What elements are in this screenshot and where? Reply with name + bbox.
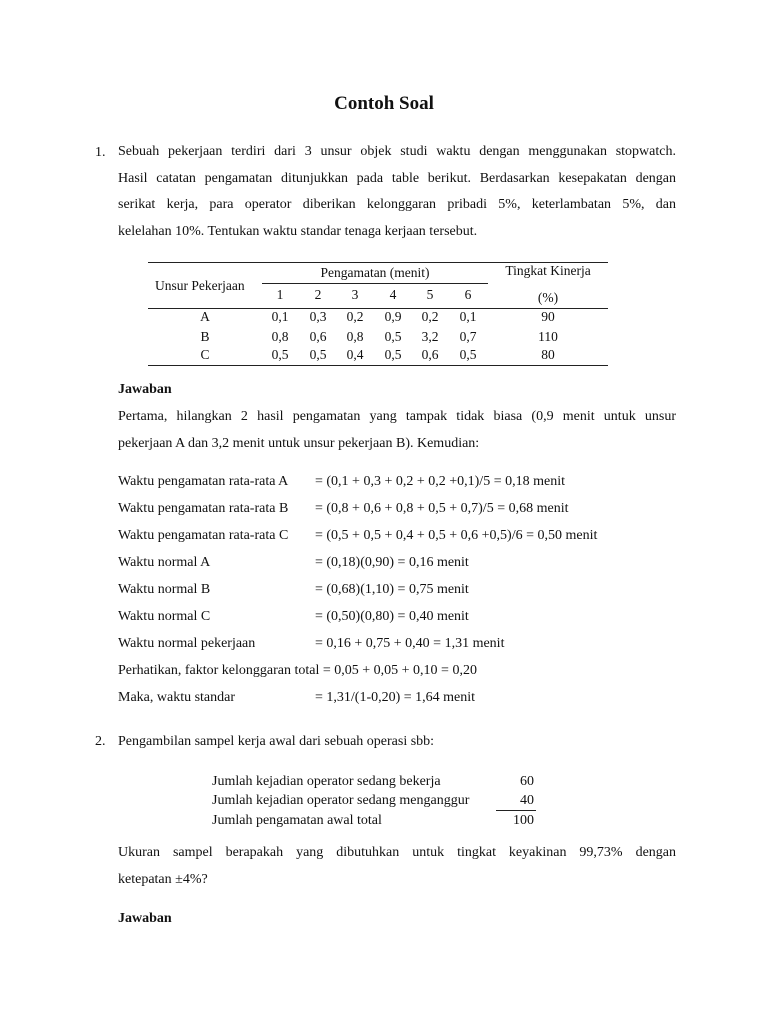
- calc-label: Waktu pengamatan rata-rata A: [118, 474, 289, 489]
- calc-value: = (0,1 + 0,3 + 0,2 + 0,2 +0,1)/5 = 0,18 menit: [315, 474, 565, 489]
- table-row-label: A: [200, 309, 210, 324]
- sample-value: 40: [520, 793, 534, 808]
- obs-number: 5: [426, 287, 434, 302]
- table-row-label: B: [200, 329, 210, 344]
- q1-line: Hasil catatan pengamatan ditunjukkan pada table berikut. Berdasarkan kesepakatan dengan: [118, 170, 676, 186]
- table-cell: 0,5: [309, 347, 327, 362]
- obs-number: 2: [314, 287, 322, 302]
- table-cell-kinerja: 90: [541, 309, 555, 324]
- q2-question-line: Ukuran sampel berapakah yang dibutuhkan untuk tingkat keyakinan 99,73% dengan: [118, 845, 676, 860]
- q2-number: 2.: [95, 734, 106, 749]
- header-kinerja: Tingkat Kinerja: [505, 263, 591, 278]
- sample-label: Jumlah kejadian operator sedang bekerja: [212, 774, 441, 789]
- calc-label: Waktu pengamatan rata-rata B: [118, 501, 289, 516]
- table-cell: 3,2: [421, 329, 439, 344]
- q1-line: serikat kerja, para operator diberikan kelonggaran pribadi 5%, keterlambatan 5%, dan: [118, 197, 676, 212]
- table-cell: 0,2: [346, 309, 364, 324]
- q2-intro: Pengambilan sampel kerja awal dari sebuah operasi sbb:: [118, 734, 435, 749]
- table-cell: 0,1: [459, 309, 477, 324]
- table-cell: 0,5: [384, 329, 402, 344]
- header-pengamatan: Pengamatan (menit): [320, 265, 430, 280]
- q2-question: [118, 840, 676, 893]
- q1-answer-text: [118, 404, 676, 457]
- table-cell: 0,5: [271, 347, 289, 362]
- table-row-label: C: [200, 347, 210, 362]
- sum-rule: [496, 810, 536, 811]
- calc-label: Waktu pengamatan rata-rata C: [118, 528, 289, 543]
- q2-answer-heading: Jawaban: [118, 911, 172, 926]
- q2-question-line: ketepatan ±4%?: [118, 871, 208, 887]
- table-cell: 0,9: [384, 309, 402, 324]
- calc-value: = (0,68)(1,10) = 0,75 menit: [315, 582, 469, 597]
- table-cell-kinerja: 80: [541, 347, 555, 362]
- sample-value: 100: [513, 813, 534, 828]
- table-cell: 0,7: [459, 329, 477, 344]
- table-cell: 0,5: [459, 347, 477, 362]
- calc-label: Waktu normal A: [118, 555, 211, 570]
- table-cell: 0,8: [346, 329, 364, 344]
- table-bottom-rule: [148, 365, 608, 366]
- table-cell: 0,6: [309, 329, 327, 344]
- page-title: Contoh Soal: [334, 93, 434, 114]
- obs-number: 6: [464, 287, 472, 302]
- final-label: Maka, waktu standar: [118, 690, 236, 705]
- q1-text: [118, 139, 676, 245]
- obs-number: 1: [276, 287, 284, 302]
- calc-label: Waktu normal B: [118, 582, 211, 597]
- q1-answer-line: Pertama, hilangkan 2 hasil pengamatan yang tampak tidak biasa (0,9 menit untuk unsur: [118, 409, 676, 424]
- table-cell: 0,2: [421, 309, 439, 324]
- q1-number: 1.: [95, 145, 106, 160]
- calc-value: = (0,50)(0,80) = 0,40 menit: [315, 609, 469, 624]
- sample-label: Jumlah pengamatan awal total: [212, 813, 382, 828]
- calc-label: Waktu normal C: [118, 609, 211, 624]
- q1-line: kelelahan 10%. Tentukan waktu standar tenaga kerjaan tersebut.: [118, 223, 478, 239]
- sample-label: Jumlah kejadian operator sedang menganggur: [212, 793, 470, 808]
- calc-label: Waktu normal pekerjaan: [118, 636, 256, 651]
- calc-value: = (0,18)(0,90) = 0,16 menit: [315, 555, 469, 570]
- sample-value: 60: [520, 774, 534, 789]
- table-cell: 0,8: [271, 329, 289, 344]
- q1-answer-heading: Jawaban: [118, 382, 172, 397]
- table-cell: 0,1: [271, 309, 289, 324]
- q1-note: Perhatikan, faktor kelonggaran total = 0,05 + 0,05 + 0,10 = 0,20: [118, 663, 477, 678]
- table-cell-kinerja: 110: [538, 329, 558, 344]
- q1-line: Sebuah pekerjaan terdiri dari 3 unsur objek studi waktu dengan menggunakan stopwatch.: [118, 144, 676, 159]
- table-cell: 0,4: [346, 347, 364, 362]
- obs-number: 4: [389, 287, 397, 302]
- table-cell: 0,5: [384, 347, 402, 362]
- q1-answer-line: pekerjaan A dan 3,2 menit untuk unsur pekerjaan B). Kemudian:: [118, 435, 480, 451]
- header-unsur: Unsur Pekerjaan: [155, 278, 245, 293]
- table-group-rule: [262, 283, 488, 284]
- calc-value: = (0,8 + 0,6 + 0,8 + 0,5 + 0,7)/5 = 0,68 menit: [315, 501, 569, 516]
- calc-value: = (0,5 + 0,5 + 0,4 + 0,5 + 0,6 +0,5)/6 = 0,50 menit: [315, 528, 598, 543]
- header-kinerja-unit: (%): [537, 290, 559, 305]
- table-cell: 0,6: [421, 347, 439, 362]
- obs-number: 3: [351, 287, 359, 302]
- table-cell: 0,3: [309, 309, 327, 324]
- final-value: = 1,31/(1-0,20) = 1,64 menit: [315, 690, 476, 705]
- calc-value: = 0,16 + 0,75 + 0,40 = 1,31 menit: [315, 636, 505, 651]
